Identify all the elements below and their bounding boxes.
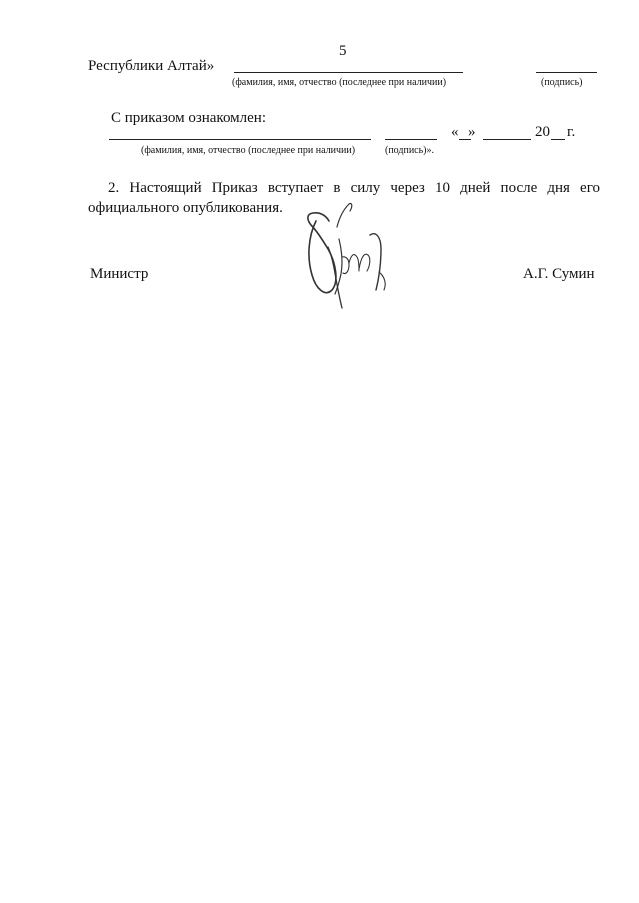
date-year-suffix: г.: [567, 124, 576, 140]
fio-line-2: [109, 139, 371, 140]
page-number: 5: [339, 43, 347, 59]
signature-caption-1: (подпись): [541, 77, 583, 88]
minister-title: Министр: [90, 266, 149, 282]
signature-line-1: [536, 72, 597, 73]
signature-line-2: [385, 139, 437, 140]
minister-name: А.Г. Сумин: [523, 266, 595, 282]
date-close-quote: »: [468, 124, 476, 140]
date-open-quote: «: [451, 124, 459, 140]
handwritten-signature: [297, 199, 393, 311]
fio-caption-1: (фамилия, имя, отчество (последнее при наличии): [232, 77, 447, 88]
acknowledgement-label: С приказом ознакомлен:: [111, 110, 267, 126]
date-year-line: [551, 139, 565, 140]
signature-caption-2: (подпись)».: [385, 145, 435, 156]
effective-date-paragraph: 2. Настоящий Приказ вступает в силу через 10 дней после дня его официального опубликования.: [88, 180, 600, 216]
fio-line-1: [234, 72, 463, 73]
date-year-prefix: 20: [535, 124, 550, 140]
fio-caption-2: (фамилия, имя, отчество (последнее при наличии): [141, 145, 356, 156]
organization-line: Республики Алтай»: [88, 58, 215, 74]
date-month-line: [483, 139, 531, 140]
